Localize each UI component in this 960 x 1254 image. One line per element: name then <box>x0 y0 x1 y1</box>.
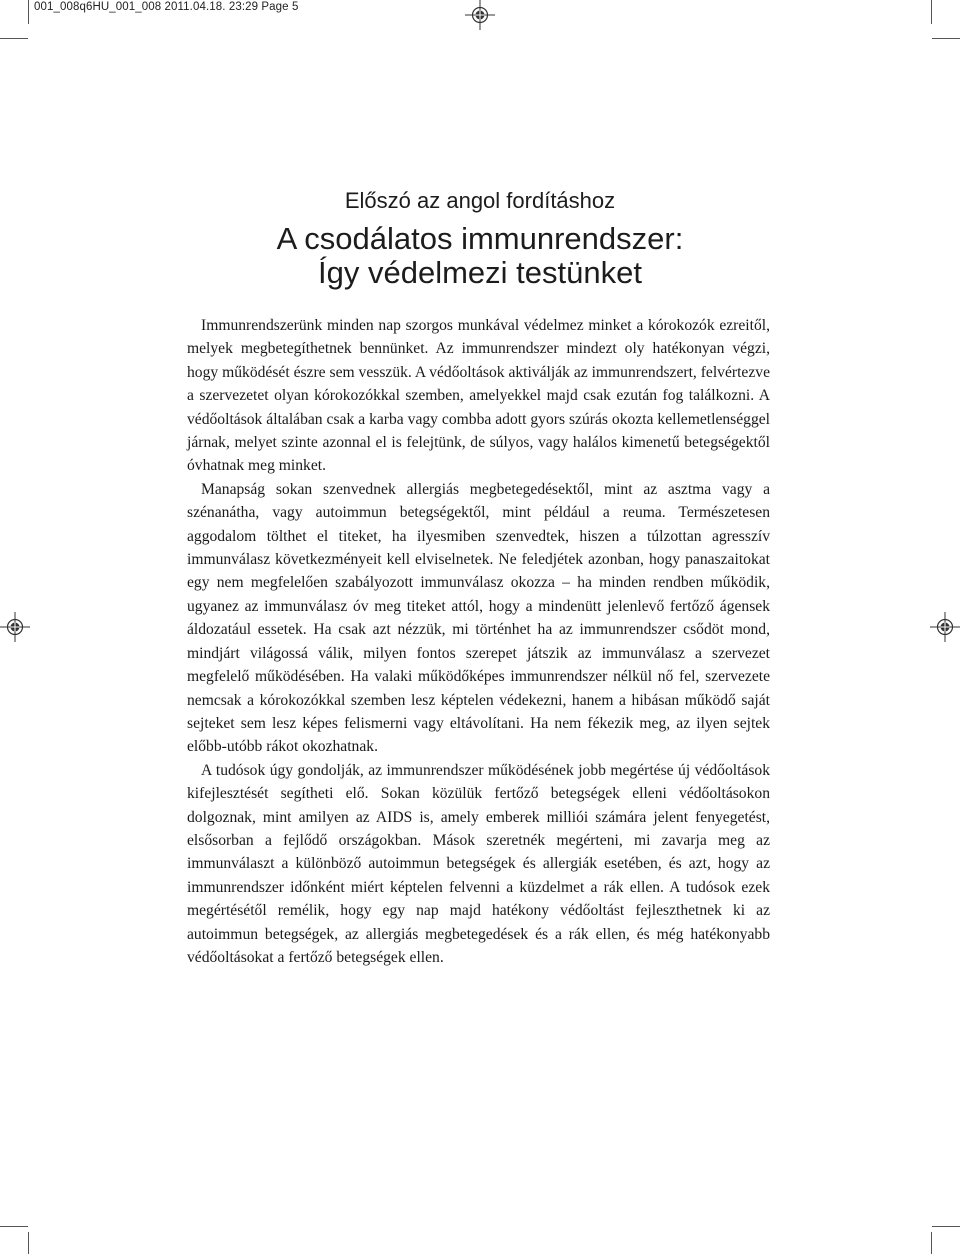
crop-mark-bottom-right-vertical <box>931 1232 932 1254</box>
crop-mark-top-left-vertical <box>28 0 29 24</box>
crop-mark-top-left-horizontal <box>0 38 28 39</box>
crop-mark-bottom-left-vertical <box>28 1232 29 1254</box>
crop-mark-top-right-horizontal <box>932 38 960 39</box>
crop-mark-bottom-left-horizontal <box>0 1226 28 1227</box>
preface-subtitle: Előszó az angol fordításhoz <box>344 188 616 213</box>
book-title-line-1: A csodálatos immunrendszer: <box>276 221 684 256</box>
print-slug: 001_008q6HU_001_008 2011.04.18. 23:29 Page 5 <box>34 1 299 13</box>
book-title-line-2: Így védelmezi testünket <box>318 255 642 290</box>
paragraph-2: Manapság sokan szenvednek allergiás megbetegedésektől, mint az asztma vagy a szénanátha, vagy autoimmun betegségektől, mint például a reuma. Természetesen aggodalom tölthet el titeket, ha ilyesmiben szenvedtek, hiszen a túlzottan agresszív immunválasz következményeit kell elviselnetek. Ne feledjétek azonban, hogy panaszaitokat egy nem megfelelően szabályozott immunválasz okozza – ha minden rendben működik, ugyanez az immunválasz óv meg titeket attól, hogy a mindenütt jelenlevő fertőző ágensek áldozatául essetek. Ha csak azt nézzük, mi történhet ha az immunrendszer csődöt mond, mindjárt világossá válik, milyen fontos szerepet játszik az immunválasz a szervezet megfelelő működésében. Ha valaki működőképes immunrendszer nélkül nő fel, szervezete nemcsak a kórokozókkal szemben lesz képtelen védekezni, hanem a hibásan működő saját sejteket sem lesz képes felismerni vagy eltávolítani. Ha nem fékezik meg, az ilyen sejtek előbb-utóbb rákot okozhatnak. <box>187 480 770 756</box>
paragraph-1: Immunrendszerünk minden nap szorgos munkával védelmez minket a kórokozók ezreitől, melyek megbetegíthetnek bennünket. Az immunrendszer mindezt oly hatékonyan végzi, hogy működését észre sem vesszük. A védőoltások aktiválják az immunrendszert, felvértezve a szervezetet olyan kórokozókkal szemben, amelyekkel majd csak ezután fog találkozni. A védőoltások általában csak a karba vagy combba adott gyors szúrás okozta kellemetlenséggel járnak, melyet szinte azonnal el is felejtünk, de súlyos, vagy halálos kimenetű betegségektől óvhatnak meg minket. <box>187 317 770 475</box>
crop-mark-bottom-right-horizontal <box>932 1226 960 1227</box>
paragraph-3: A tudósok úgy gondolják, az immunrendszer működésének jobb megértése új védőoltások kifejlesztését segítheti elő. Sokan közülük fertőző betegségek elleni védőoltásokon dolgoznak, mint amilyen az AIDS is, amely emberek milliói számára jelent fenyegetést, elsősorban a fejlődő országokban. Mások szeretnék megérteni, mi zavarja meg az immunválaszt a különböző autoimmun betegségek és allergiák esetében, és azt, hogy az immunrendszer időnként miért képtelen felvenni a küzdelmet a rák ellen. A tudósok ezek megértésétől remélik, hogy egy nap majd hatékony védőoltást fejleszthetnek ki az autoimmun betegségek, az allergiás megbetegedések és a rák ellen, és még hatékonyabb védőoltásokat a fertőző betegségek ellen. <box>187 761 770 966</box>
crop-mark-top-right-vertical <box>931 0 932 24</box>
body-text <box>187 314 770 969</box>
registration-mark-top-icon <box>465 0 495 30</box>
registration-mark-right-icon <box>930 612 960 642</box>
registration-mark-left-icon <box>0 612 30 642</box>
